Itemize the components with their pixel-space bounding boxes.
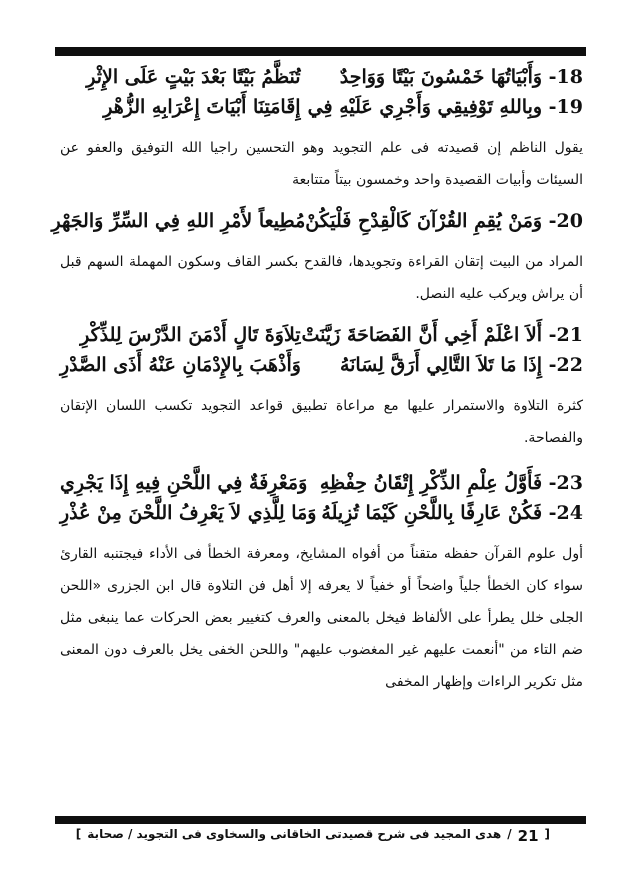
verse-hemistich-first: 20- وَمَنْ يُقِمِ القُرْآنَ كَالْقِدْحِ فَلْيَكُنْ [305,210,583,232]
verse-hemistich-second: تِلاَوَةَ تَالٍ أَدْمَنَ الدَّرْسَ لِلذِّكْرِ [80,324,301,346]
verse-hemistich-second: وَمَعْرِفَةٌ فِي اللَّحْنِ فِيهِ إِذَا يَجْرِي [60,472,308,494]
verse-hemistich-first: 18- وَأَبْيَاتُهَا خَمْسُونَ بَيْتًا وَوَاحِدٌ [339,66,583,88]
commentary-paragraph-4: أول علوم القرآن حفظه متقناً من أفواه المشايخ، ومعرفة الخطأ فى الأداء فيجتنبه القارئ سواء كان الخطأ جلياً واضحاً أو خفياً لا يعرفه إلا أهل فن التلاوة قال ابن الجزرى «اللحن الجلى خلل يطرأ على الألفاظ فيخل بالمعنى والعرف كتغيير بعض الحركات عما ينبغى مثل ضم التاء من "أنعمت عليهم غير المغضوب عليهم" واللحن الخفى يخل بالعرف دون المعنى مثل تكرير الراءات وإظهار المخفى [60,546,583,690]
bottom-rule [55,816,586,824]
commentary-paragraph-3: كثرة التلاوة والاستمرار عليها مع مراعاة تطبيق قواعد التجويد تكسب اللسان الإتقان والفصاحة. [60,398,583,446]
verse-18 [60,62,583,92]
verse-hemistich-second: إِقَامَتِنَا أَبْيَاتَ إِعْرَابِهِ الزُّهْرِ [103,96,301,118]
verse-24 [60,498,583,528]
verse-23 [60,468,583,498]
verse-20 [51,206,583,236]
verse-hemistich-first: 21- أَلاَ اعْلَمْ أَخِي أَنَّ الفَصَاحَةَ زَيَّنَتْ [301,324,583,346]
page-content [51,62,583,698]
verse-22 [60,350,583,380]
running-footer [75,827,550,845]
verse-21 [60,320,583,350]
verse-hemistich-second: وَأَذْهَبَ بِالإِدْمَانِ عَنْهُ أَذَى الصَّدْرِ [60,354,301,376]
verse-hemistich-second: تُنَظَّمُ بَيْتًا بَعْدَ بَيْتٍ عَلَى الإِثْرِ [86,66,301,88]
verse-hemistich-first: 24- فَكُنْ عَارِفًا بِاللَّحْنِ كَيْمَا تُزِيلَهُ [321,502,583,524]
commentary-paragraph-2: المراد من البيت إتقان القراءة وتجويدها، فالقدح بكسر القاف وسكون المهملة السهم قبل أن يراش ويركب عليه النصل. [60,254,583,302]
verse-19 [60,92,583,122]
verse-hemistich-second: وَمَا لِلَّذِي لاَ يَعْرِفُ اللَّحْنَ مِنْ عُذْرِ [60,502,317,524]
verse-hemistich-first: 23- فَأَوَّلُ عِلْمِ الذِّكْرِ إِتْقَانُ حِفْظِهِ [319,472,583,494]
top-rule [55,47,586,56]
footer-separator: / [507,827,512,841]
verse-hemistich-first: 19- وبِاللهِ تَوْفِيقِي وَأَجْرِي عَلَيْهِ فِي [307,96,583,118]
verse-hemistich-second: مُطِيعاً لأَمْرِ اللهِ فِي السِّرِّ وَالجَهْرِ [51,210,306,232]
book-title: هدى المجيد فى شرح قصيدتى الخاقانى والسخاوى فى التجويد / صحابة [87,827,502,841]
commentary-paragraph-1: يقول الناظم إن قصيدته فى علم التجويد وهو التحسين راجيا الله التوفيق والعفو عن السيئات وأبيات القصيدة واحد وخمسون بيتاً متتابعة [60,140,583,188]
verse-hemistich-first: 22- إِذَا مَا تَلاَ التَّالِي أَرَقَّ لِسَانَهُ [339,354,583,376]
footer-bracket-close: ] [75,827,82,841]
page-number: 21 [517,827,539,845]
footer-bracket-open: [ [544,827,550,841]
